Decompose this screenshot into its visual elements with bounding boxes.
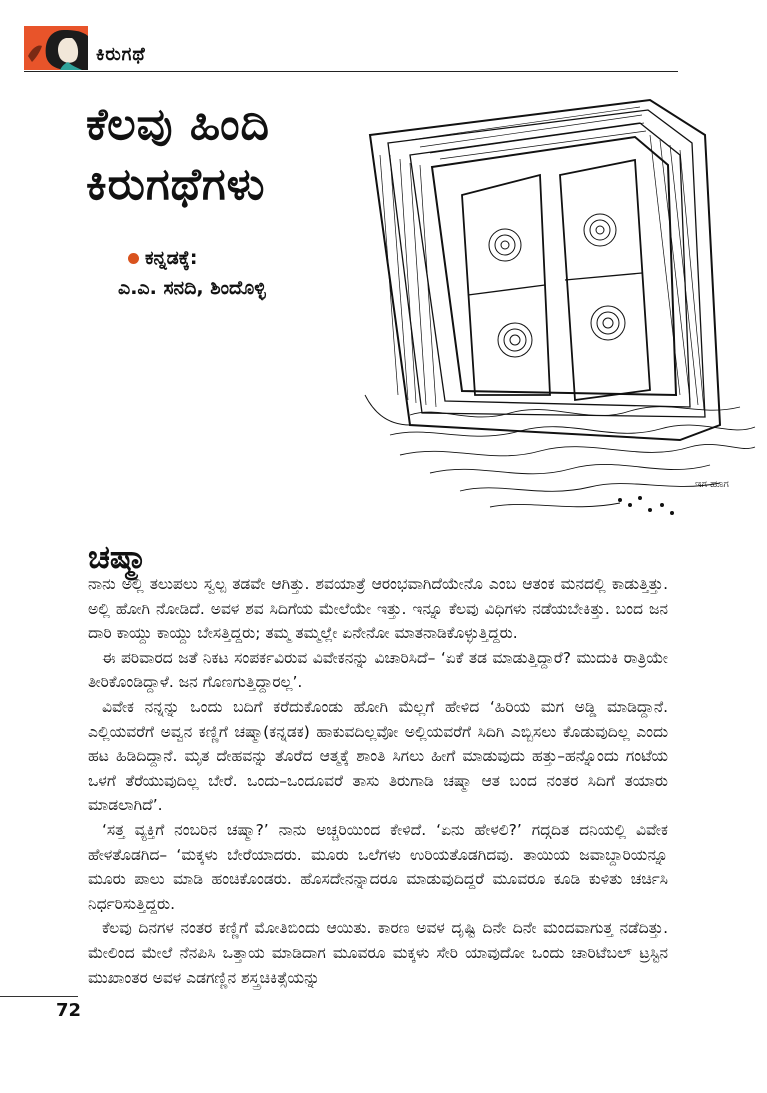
byline-label: ಕನ್ನಡಕ್ಕೆ: [145,247,198,269]
page-number: 72 [56,1000,82,1021]
bullet-icon [128,253,139,264]
article-body [88,572,668,990]
paragraph: ಈ ಪರಿವಾರದ ಜತೆ ನಿಕಟ ಸಂಪರ್ಕವಿರುವ ವಿವೇಕನನ್ನು ವಿಚಾರಿಸಿದೆ– ‘ಏಕೆ ತಡ ಮಾಡುತ್ತಿದ್ದಾರೆ? ಮುದುಕಿ ರಾತ್ರಿಯೇ ತೀರಿಕೊಂಡಿದ್ದಾಳೆ. ಜನ ಗೊಣಗುತ್ತಿದ್ದಾರಲ್ಲ’. [88,648,668,692]
title-line-2: ಕಿರುಗಥೆಗಳು [86,159,266,210]
header-divider [24,71,678,72]
page-title [86,95,376,215]
footer-divider [0,996,78,997]
story-title: ಚಷ್ಮಾ [88,538,148,576]
illustration-signature: ಇಗ ಹೂಗ [695,479,729,490]
byline-author: ಎ.ಎ. ಸನದಿ, ಶಿಂದೊಳ್ಳಿ [118,277,266,299]
byline [118,243,266,303]
paragraph: ವಿವೇಕ ನನ್ನನ್ನು ಒಂದು ಬದಿಗೆ ಕರೆದುಕೊಂಡು ಹೋಗಿ ಮೆಲ್ಲಗೆ ಹೇಳಿದ ‘ಹಿರಿಯ ಮಗ ಅಡ್ಡಿ ಮಾಡಿದ್ದಾನೆ. ಎಲ್ಲಿಯವರೆಗೆ ಅವ್ವನ ಕಣ್ಣಿಗೆ ಚಷ್ಮಾ(ಕನ್ನಡಕ) ಹಾಕುವದಿಲ್ಲವೋ ಅಲ್ಲಿಯವರೆಗೆ ಸಿದಿಗಿ ಎಬ್ಬಿಸಲು ಕೊಡುವುದಿಲ್ಲ ಎಂದು ಹಟ ಹಿಡಿದಿದ್ದಾನೆ. ಮೃತ ದೇಹವನ್ನು ತೊರೆದ ಆತ್ಮಕ್ಕೆ ಶಾಂತಿ ಸಿಗಲು ಹೀಗೆ ಮಾಡುವುದು ಹತ್ತು–ಹನ್ನೊಂದು ಗಂಟೆಯ ಒಳಗೆ ತೆರೆಯುವುದಿಲ್ಲ ಬೇರೆ. ಒಂದು–ಒಂದೂವರೆ ತಾಸು ತಿರುಗಾಡಿ ಚಷ್ಮಾ ಆತ ಬಂದ ನಂತರ ಸಿದಿಗೆ ತಯಾರು ಮಾಡಲಾಗಿದೆ’. [88,697,668,815]
paragraph: ‘ಸತ್ತ ವ್ಯಕ್ತಿಗೆ ನಂಬರಿನ ಚಷ್ಮಾ?’ ನಾನು ಅಚ್ಚರಿಯಿಂದ ಕೇಳಿದೆ. ‘ಏನು ಹೇಳಲಿ?’ ಗದ್ಗದಿತ ದನಿಯಲ್ಲಿ ವಿವೇಕ ಹೇಳತೊಡಗಿದ– ‘ಮಕ್ಕಳು ಬೇರೆಯಾದರು. ಮೂರು ಒಲೆಗಳು ಉರಿಯತೊಡಗಿದವು. ತಾಯಿಯ ಜವಾಬ್ದಾರಿಯನ್ನೂ ಮೂರು ಪಾಲು ಮಾಡಿ ಹಂಚಿಕೊಂಡರು. ಹೊಸದೇನನ್ನಾದರೂ ಮಾಡುವುದಿದ್ದರೆ ಮೂವರೂ ಕೂಡಿ ಕುಳಿತು ಚರ್ಚಿಸಿ ನಿರ್ಧರಿಸುತ್ತಿದ್ದರು. [88,820,668,913]
paragraph: ಕೆಲವು ದಿನಗಳ ನಂತರ ಕಣ್ಣಿಗೆ ಮೋತಿಬಿಂದು ಆಯಿತು. ಕಾರಣ ಅವಳ ದೃಷ್ಟಿ ದಿನೇ ದಿನೇ ಮಂದವಾಗುತ್ತ ನಡೆದಿತ್ತು. ಮೇಲಿಂದ ಮೇಲೆ ನೆನಪಿಸಿ ಒತ್ತಾಯ ಮಾಡಿದಾಗ ಮೂವರೂ ಮಕ್ಕಳು ಸೇರಿ ಯಾವುದೋ ಒಂದು ಚಾರಿಟೆಬಲ್ ಟ್ರಸ್ಟಿನ ಮುಖಾಂತರ ಅವಳ ಎಡಗಣ್ಣಿನ ಶಸ್ತ್ರಚಿಕಿತ್ಸೆಯನ್ನು [88,919,668,987]
open-door-in-water-illustration [350,95,760,530]
section-label: ಕಿರುಗಥೆ [96,44,146,65]
woman-portrait-logo-icon [24,26,88,70]
paragraph: ನಾನು ಅಲ್ಲಿ ತಲುಪಲು ಸ್ವಲ್ಪ ತಡವೇ ಆಗಿತ್ತು. ಶವಯಾತ್ರೆ ಆರಂಭವಾಗಿದೆಯೇನೊ ಎಂಬ ಆತಂಕ ಮನದಲ್ಲಿ ಕಾಡುತ್ತಿತ್ತು. ಅಲ್ಲಿ ಹೋಗಿ ನೋಡಿದೆ. ಅವಳ ಶವ ಸಿದಿಗೆಯ ಮೇಲೆಯೇ ಇತ್ತು. ಇನ್ನೂ ಕೆಲವು ವಿಧಿಗಳು ನಡೆಯಬೇಕಿತ್ತು. ಬಂದ ಜನ ದಾರಿ ಕಾಯ್ದು ಕಾಯ್ದು ಬೇಸತ್ತಿದ್ದರು; ತಮ್ಮ ತಮ್ಮಲ್ಲೇ ಏನೇನೋ ಮಾತನಾಡಿಕೊಳ್ಳುತ್ತಿದ್ದರು. [88,575,668,643]
title-line-1: ಕೆಲವು ಹಿಂದಿ [86,99,270,150]
